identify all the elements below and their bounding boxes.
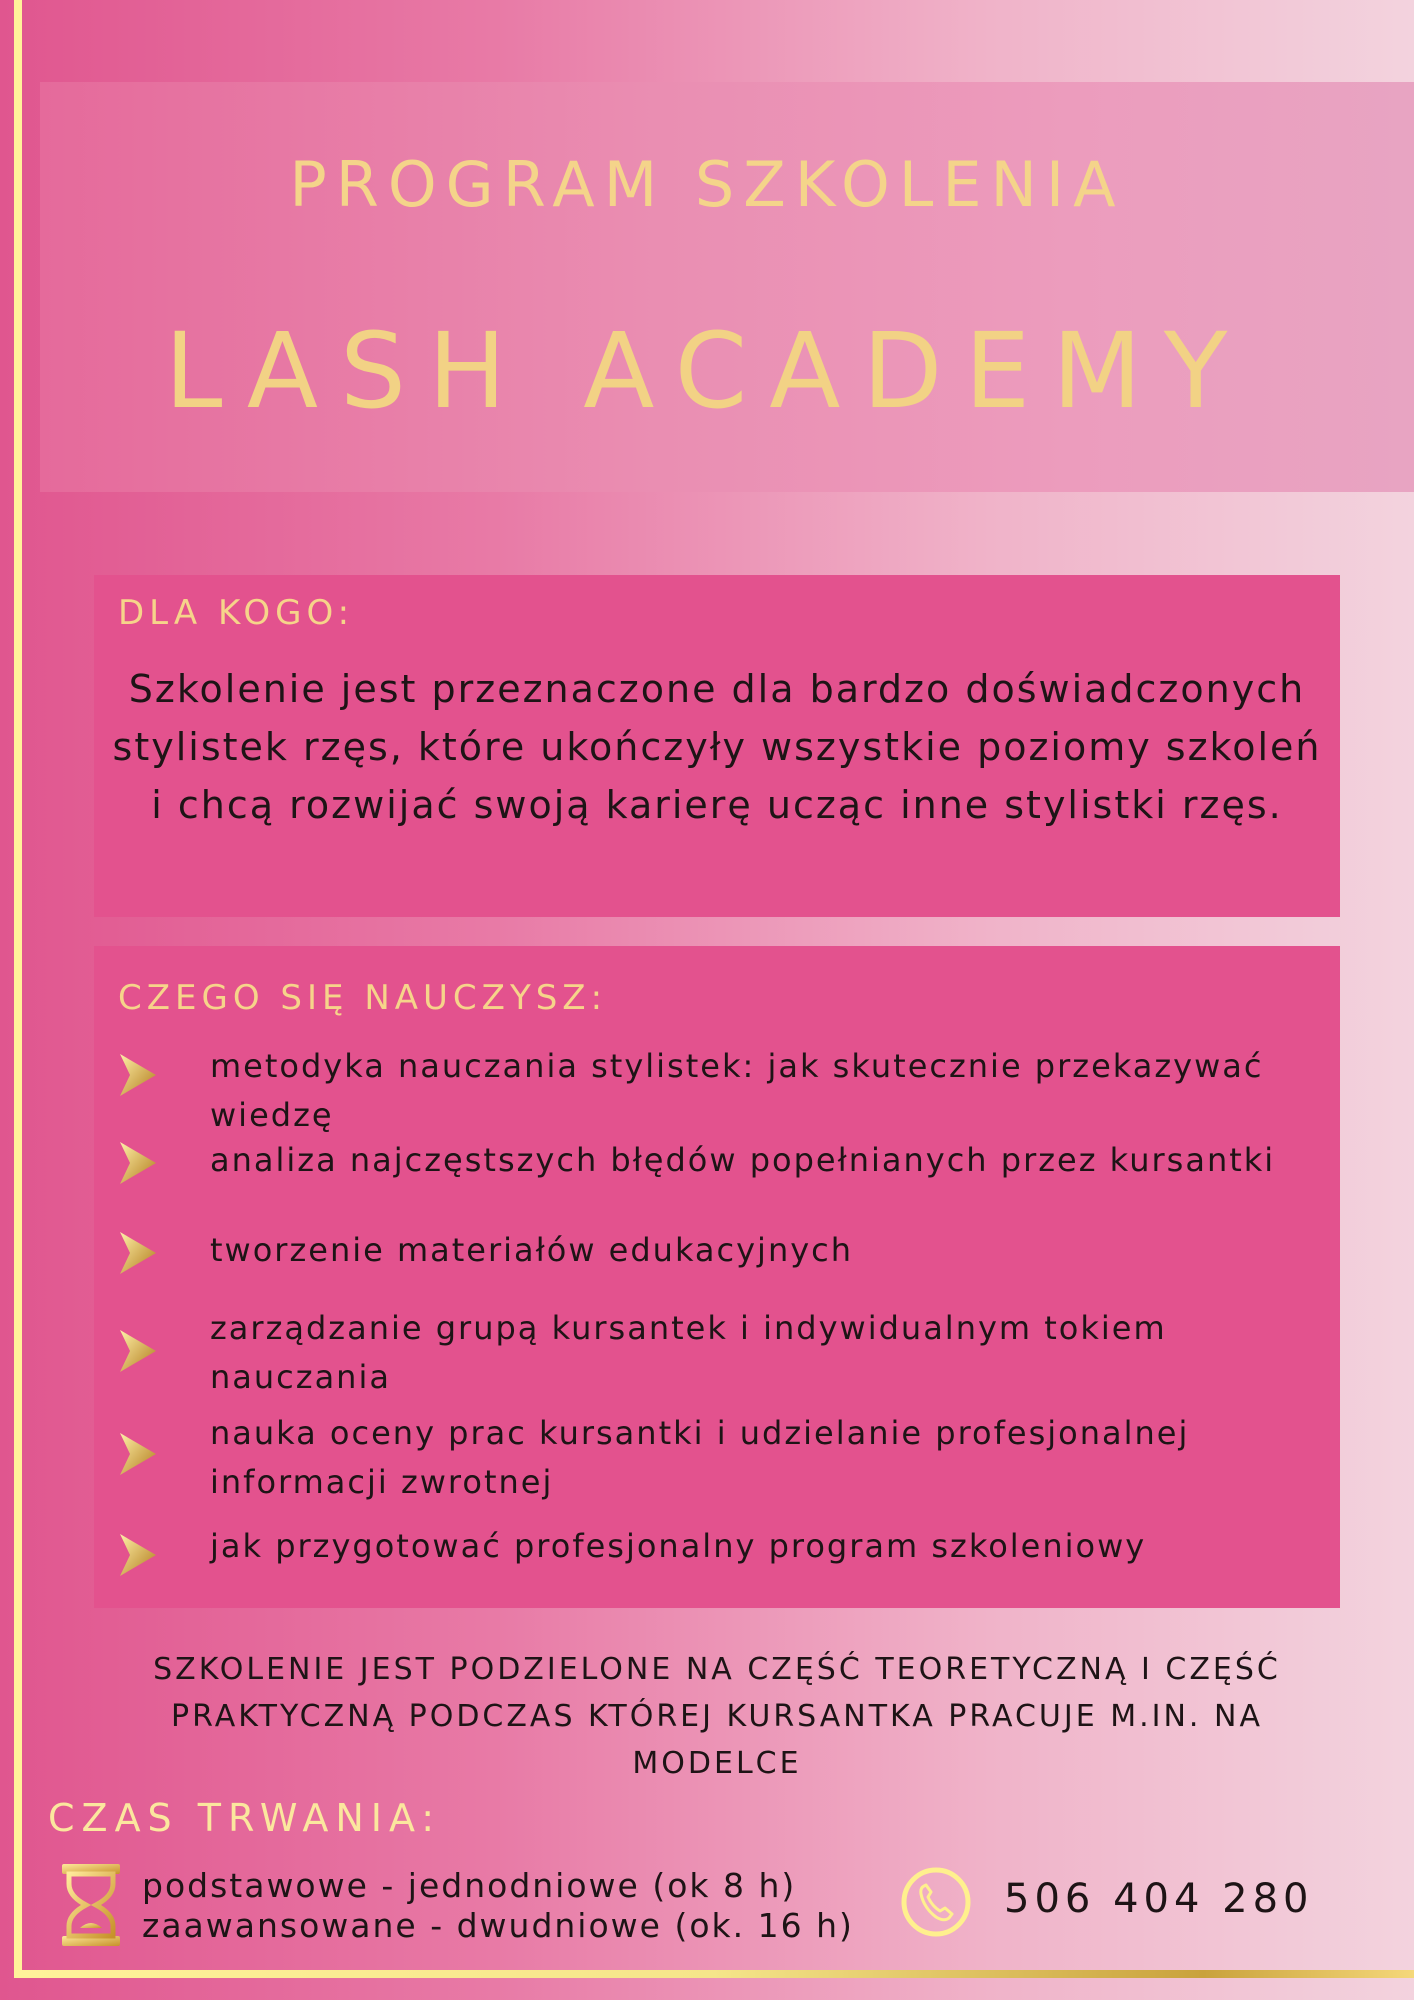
phone-number: 506 404 280: [1004, 1876, 1314, 1922]
academy-title: LASH ACADEMY: [164, 310, 1250, 432]
duration-heading: CZAS TRWANIA:: [48, 1796, 442, 1840]
learn-item-text: metodyka nauczania stylistek: jak skutecznie przekazywać wiedzę: [210, 1047, 1264, 1134]
learn-heading: CZEGO SIĘ NAUCZYSZ:: [118, 978, 608, 1018]
learn-item-text: tworzenie materiałów edukacyjnych: [210, 1231, 854, 1269]
learn-item-text: zarządzanie grupą kursantek i indywidualnym tokiem nauczania: [210, 1309, 1167, 1396]
arrow-bullet-icon: [118, 1530, 158, 1580]
phone-icon: [900, 1866, 972, 1938]
arrow-bullet-icon: [118, 1326, 158, 1376]
frame-bottom-line: [14, 1970, 1414, 1978]
learn-item-text: nauka oceny prac kursantki i udzielanie profesjonalnej informacji zwrotnej: [210, 1414, 1190, 1501]
learn-section: [94, 946, 1340, 1608]
for-whom-heading: DLA KOGO:: [118, 593, 355, 633]
arrow-bullet-icon: [118, 1138, 158, 1188]
arrow-bullet-icon: [118, 1429, 158, 1479]
frame-left-line: [14, 0, 22, 1978]
learn-item-text: analiza najczęstszych błędów popełnianych przez kursantki: [210, 1141, 1276, 1179]
for-whom-section: [94, 575, 1340, 917]
arrow-bullet-icon: [118, 1050, 158, 1100]
learn-item-text: jak przygotować profesjonalny program szkoleniowy: [210, 1527, 1147, 1565]
arrow-bullet-icon: [118, 1228, 158, 1278]
for-whom-text: Szkolenie jest przeznaczone dla bardzo doświadczonych stylistek rzęs, które ukończyły wszystkie poziomy szkoleń i chcą rozwijać swoją karierę ucząc inne stylistki rzęs.: [112, 667, 1322, 827]
training-note: SZKOLENIE JEST PODZIELONE NA CZĘŚĆ TEORETYCZNĄ I CZĘŚĆ PRAKTYCZNĄ PODCZAS KTÓREJ KURSANTKA PRACUJE M.IN. NA MODELCE: [153, 1652, 1281, 1781]
duration-basic: podstawowe - jednodniowe (ok 8 h): [142, 1866, 797, 1905]
hourglass-icon: [60, 1862, 122, 1948]
duration-advanced: zaawansowane - dwudniowe (ok. 16 h): [142, 1906, 854, 1945]
program-title: PROGRAM SZKOLENIA: [289, 148, 1125, 221]
